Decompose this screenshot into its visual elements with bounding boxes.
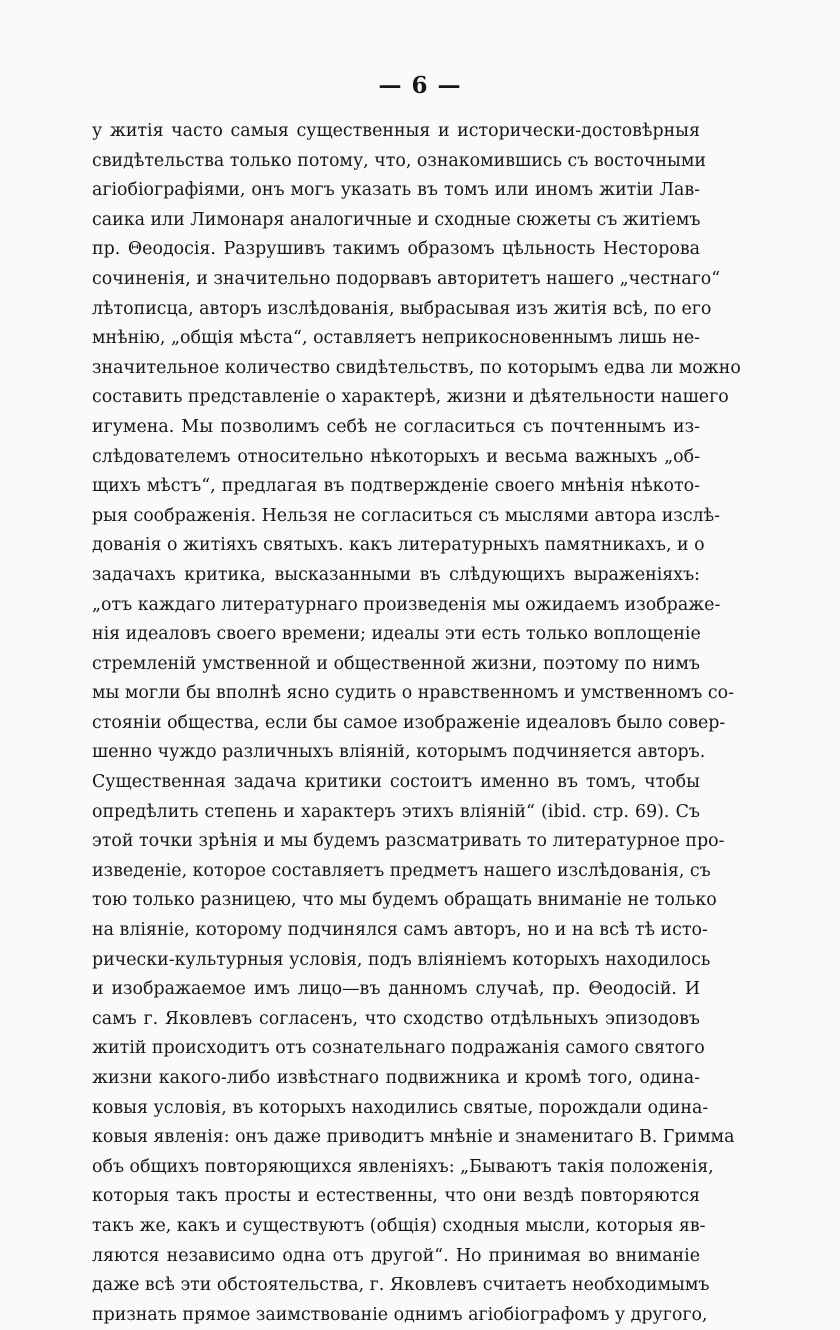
text-line: рически-культурныя условія, подъ вліяніемъ которыхъ находилось bbox=[92, 949, 711, 970]
text-line: составить представленіе о характерѣ, жизни и дѣятельности нашего bbox=[92, 387, 729, 408]
text-line: которыя такъ просты и естественны, что они вездѣ повторяются bbox=[92, 1186, 700, 1207]
text-line: мнѣнію, „общія мѣста“, оставляетъ неприкосновеннымъ лишь не- bbox=[92, 328, 700, 349]
text-line: щихъ мѣстъ“, предлагая въ подтвержденіе своего мнѣнія нѣкото- bbox=[92, 476, 700, 497]
text-line: свидѣтельства только потому, что, ознакомившись съ восточными bbox=[92, 150, 707, 171]
text-line: слѣдователемъ относительно нѣкоторыхъ и весьма важныхъ „об- bbox=[92, 446, 700, 467]
body-text bbox=[92, 117, 741, 1330]
text-line: шенно чуждо различныхъ вліяній, которымъ подчиняется авторъ. bbox=[92, 742, 706, 763]
text-line: ковыя явленія: онъ даже приводитъ мнѣніе и знаменитаго В. Гримма bbox=[92, 1127, 735, 1148]
text-line: опредѣлить степень и характеръ этихъ вліяній“ (ibid. стр. 69). Съ bbox=[92, 801, 700, 822]
text-line: рыя соображенія. Нельзя не согласиться съ мыслями автора изслѣ- bbox=[92, 505, 720, 526]
text-line: объ общихъ повторяющихся явленіяхъ: „Бываютъ такія положенія, bbox=[92, 1156, 714, 1177]
text-line: тою только разницею, что мы будемъ обращать вниманіе не только bbox=[92, 890, 717, 911]
text-line: этой точки зрѣнія и мы будемъ разсматривать то литературное про- bbox=[92, 831, 725, 852]
text-line: жизни какого-либо извѣстнаго подвижника и кромѣ того, одина- bbox=[92, 1068, 700, 1088]
text-line: даже всѣ эти обстоятельства, г. Яковлевъ считаетъ необходимымъ bbox=[92, 1275, 710, 1296]
text-line: стремленій умственной и общественной жизни, поэтому по нимъ bbox=[92, 653, 700, 674]
text-line: самъ г. Яковлевъ согласенъ, что сходство отдѣльныхъ эпизодовъ bbox=[92, 1008, 700, 1029]
text-line: задачахъ критика, высказанными въ слѣдующихъ выраженіяхъ: bbox=[92, 564, 700, 585]
text-line: житій происходитъ отъ сознательнаго подражанія самого святого bbox=[92, 1038, 705, 1059]
text-line: пр. Θеодосія. Разрушивъ такимъ образомъ цѣльность Несторова bbox=[92, 239, 700, 260]
text-line: значительное количество свидѣтельствъ, по которымъ едва ли можно bbox=[92, 357, 741, 378]
text-line: саика или Лимонаря аналогичные и сходные сюжеты съ житіемъ bbox=[92, 209, 701, 230]
text-line: Существенная задача критики состоитъ именно въ томъ, чтобы bbox=[92, 772, 700, 793]
text-line: ляются независимо одна отъ другой“. Но принимая во вниманіе bbox=[92, 1245, 700, 1266]
text-line: агіобіографіями, онъ могъ указать въ томъ или иномъ житіи Лав- bbox=[92, 180, 700, 201]
text-line: сочиненія, и значительно подорвавъ авторитетъ нашего „честнаго“ bbox=[92, 268, 721, 289]
text-line: нія идеаловъ своего времени; идеалы эти есть только воплощеніе bbox=[92, 624, 701, 645]
text-line: ковыя условія, въ которыхъ находились святые, порождали одина- bbox=[92, 1097, 709, 1118]
text-line: на вліяніе, которому подчинялся самъ авторъ, но и на всѣ тѣ исто- bbox=[92, 920, 708, 941]
text-line: такъ же, какъ и существуютъ (общія) сходныя мысли, которыя яв- bbox=[92, 1215, 706, 1236]
text-line: мы могли бы вполнѣ ясно судить о нравственномъ и умственномъ со- bbox=[92, 683, 734, 704]
text-line: дованія о житіяхъ святыхъ. какъ литературныхъ памятникахъ, и о bbox=[92, 535, 705, 556]
text-line: изведеніе, которое составляетъ предметъ нашего изслѣдованія, съ bbox=[92, 860, 711, 881]
text-line: признать прямое заимствованіе однимъ агіобіографомъ у другого, bbox=[92, 1304, 708, 1325]
text-line: игумена. Мы позволимъ себѣ не согласиться съ почтеннымъ из- bbox=[92, 416, 700, 437]
page-number: — 6 — bbox=[378, 72, 462, 99]
text-line: у житія часто самыя существенныя и исторически-достовѣрныя bbox=[92, 121, 700, 141]
text-line: „отъ каждаго литературнаго произведенія мы ожидаемъ изображе- bbox=[92, 594, 721, 615]
text-line: и изображаемое имъ лицо—въ данномъ случаѣ, пр. Θеодосій. И bbox=[92, 979, 700, 1000]
text-line: лѣтописца, авторъ изслѣдованія, выбрасывая изъ житія всѣ, по его bbox=[92, 298, 712, 319]
text-line: стояніи общества, если бы самое изображеніе идеаловъ было совер- bbox=[92, 712, 726, 733]
